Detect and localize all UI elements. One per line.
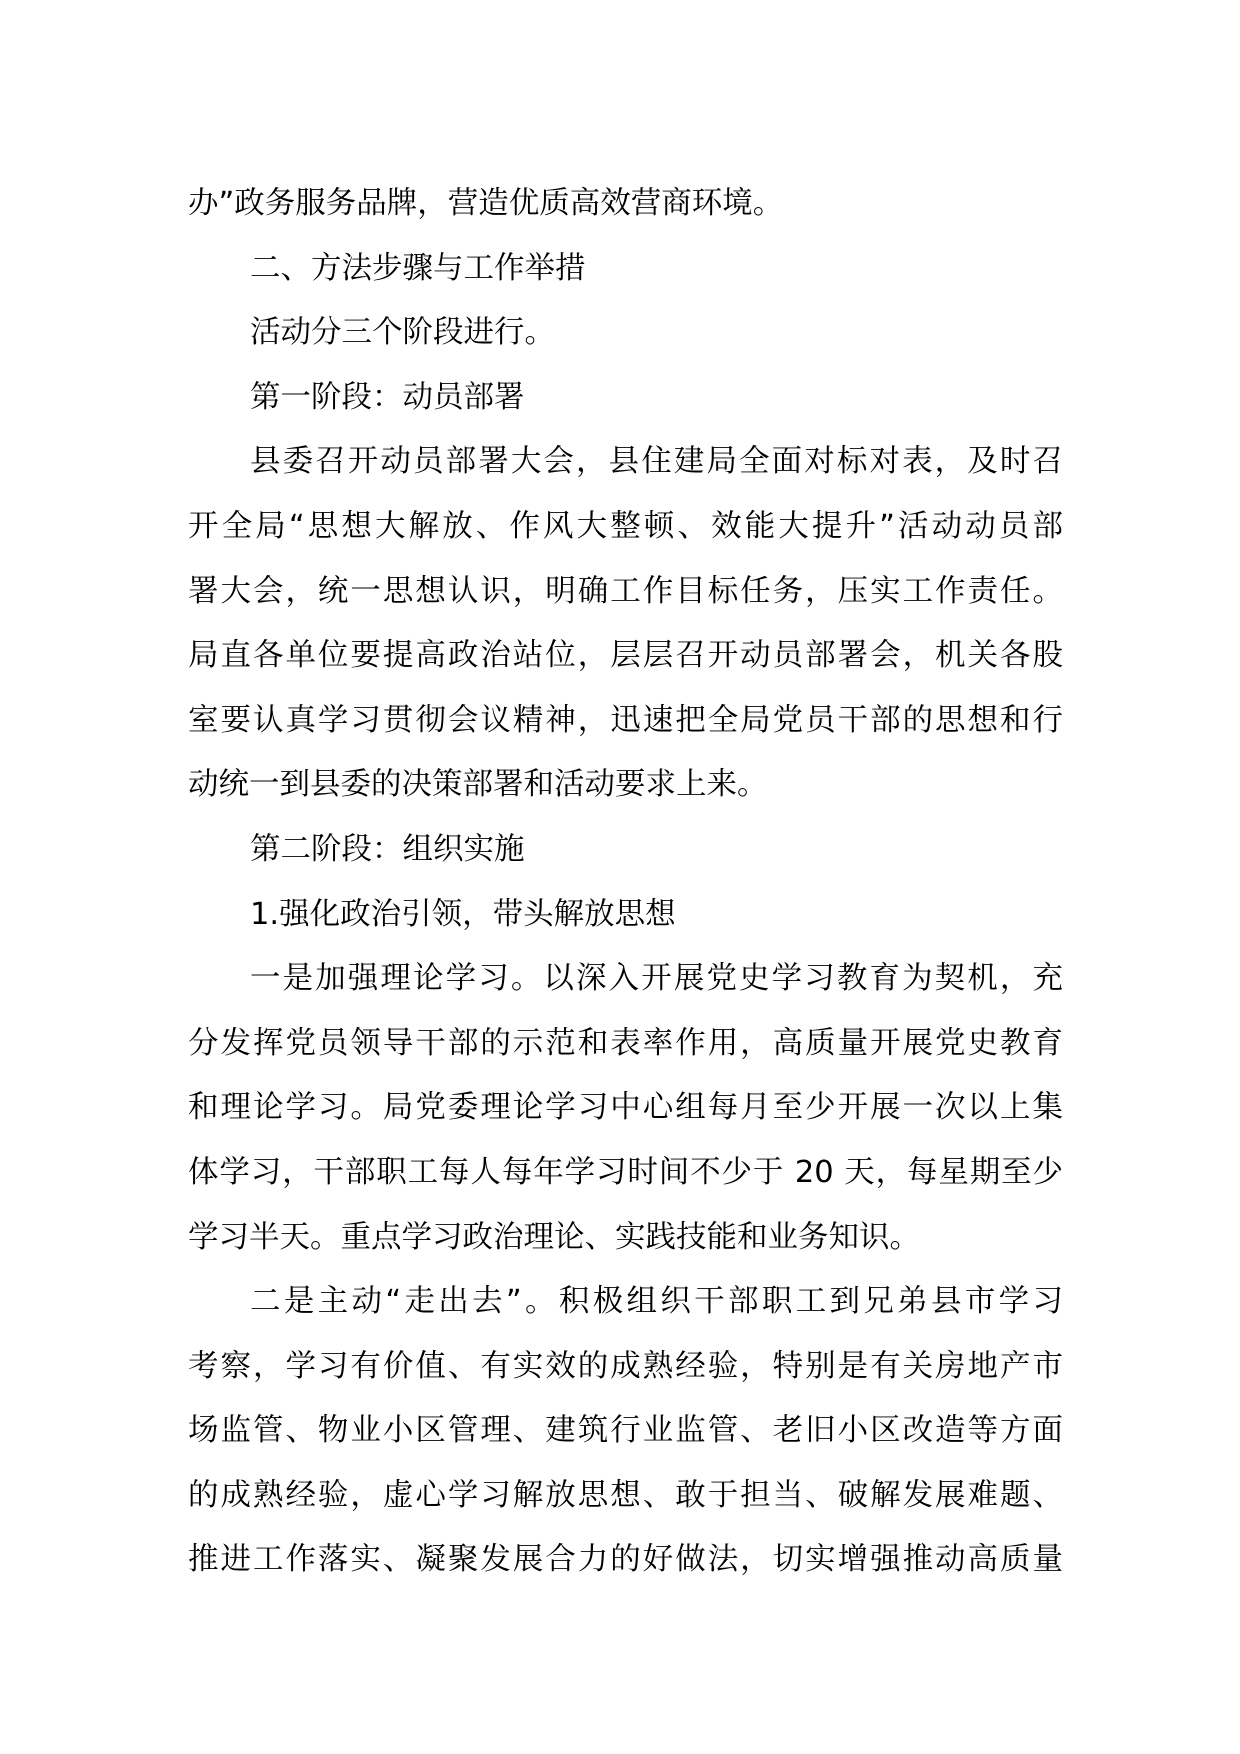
text-line: 学习半天。重点学习政治理论、实践技能和业务知识。 — [188, 1219, 920, 1255]
text-line: 一是加强理论学习。以深入开展党史学习教育为契机，充 — [250, 961, 1063, 997]
text-line: 活动分三个阶段进行。 — [250, 315, 555, 351]
text-line: 局直各单位要提高政治站位，层层召开动员部署会，机关各股 — [188, 638, 1063, 674]
text-line: 考察，学习有价值、有实效的成熟经验，特别是有关房地产市 — [188, 1348, 1063, 1384]
document-body — [188, 172, 1063, 1593]
stage-heading: 第一阶段：动员部署 — [250, 379, 525, 415]
text-line: 动统一到县委的决策部署和活动要求上来。 — [188, 767, 768, 803]
text-line: 推进工作落实、凝聚发展合力的好做法，切实增强推动高质量 — [188, 1542, 1063, 1578]
section-heading: 二、方法步骤与工作举措 — [250, 250, 586, 286]
text-line: 二是主动“走出去”。积极组织干部职工到兄弟县市学习 — [250, 1284, 1063, 1320]
text-line: 开全局“思想大解放、作风大整顿、效能大提升”活动动员部 — [188, 508, 1063, 544]
text-line: 场监管、物业小区管理、建筑行业监管、老旧小区改造等方面 — [188, 1413, 1063, 1449]
text-line: 体学习，干部职工每人每年学习时间不少于 20 天，每星期至少 — [188, 1154, 1063, 1190]
text-line: 署大会，统一思想认识，明确工作目标任务，压实工作责任。 — [188, 573, 1063, 609]
text-line: 县委召开动员部署大会，县住建局全面对标对表，及时召 — [250, 444, 1063, 480]
text-line: 室要认真学习贯彻会议精神，迅速把全局党员干部的思想和行 — [188, 702, 1063, 738]
text-line: 的成熟经验，虚心学习解放思想、敢于担当、破解发展难题、 — [188, 1477, 1063, 1513]
text-line: 分发挥党员领导干部的示范和表率作用，高质量开展党史教育 — [188, 1025, 1063, 1061]
subsection-heading: 1.强化政治引领，带头解放思想 — [250, 896, 676, 932]
text-line: 办”政务服务品牌，营造优质高效营商环境。 — [188, 186, 784, 221]
stage-heading: 第二阶段：组织实施 — [250, 831, 525, 867]
text-line: 和理论学习。局党委理论学习中心组每月至少开展一次以上集 — [188, 1090, 1063, 1126]
